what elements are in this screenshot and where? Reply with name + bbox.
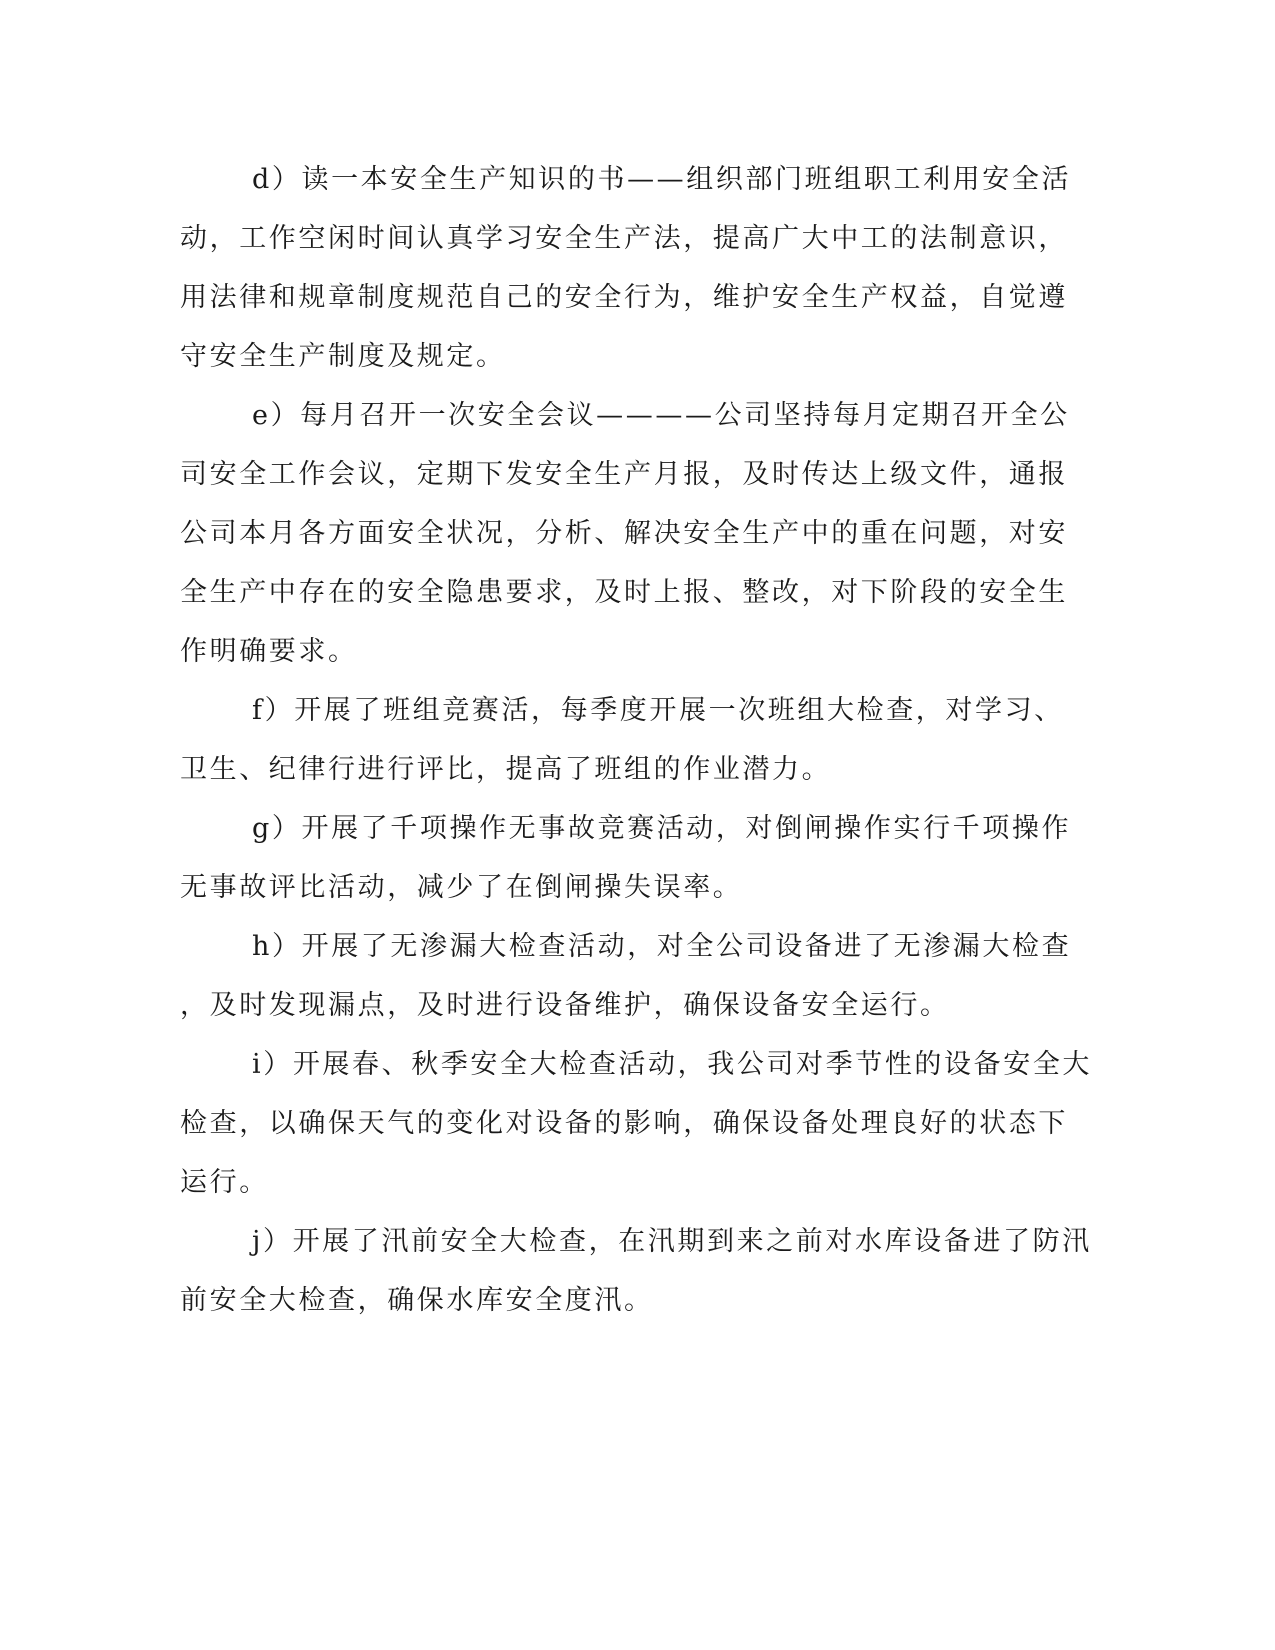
paragraph-e-line-5: 作明确要求。: [180, 636, 358, 667]
paragraph-i-line-1: i）开展春、秋季安全大检查活动，我公司对季节性的设备安全大: [252, 1049, 1093, 1080]
paragraph-i-line-2: 检查，以确保天气的变化对设备的影响，确保设备处理良好的状态下: [180, 1108, 1068, 1139]
paragraph-i-line-3: 运行。: [180, 1167, 269, 1198]
paragraph-j-line-1: j）开展了汛前安全大检查，在汛期到来之前对水库设备进了防汛: [252, 1226, 1092, 1257]
paragraph-d-line-1: d）读一本安全生产知识的书——组织部门班组职工利用安全活: [252, 164, 1072, 195]
paragraph-d-line-4: 守安全生产制度及规定。: [180, 341, 506, 372]
paragraph-j-line-2: 前安全大检查，确保水库安全度汛。: [180, 1285, 654, 1316]
paragraph-h-line-2: ，及时发现漏点，及时进行设备维护，确保设备安全运行。: [180, 990, 950, 1021]
paragraph-g-line-2: 无事故评比活动，减少了在倒闸操失误率。: [180, 872, 743, 903]
paragraph-g-line-1: g）开展了千项操作无事故竞赛活动，对倒闸操作实行千项操作: [252, 813, 1072, 844]
paragraph-f-line-1: f）开展了班组竞赛活，每季度开展一次班组大检查，对学习、: [252, 695, 1064, 726]
paragraph-e-line-3: 公司本月各方面安全状况，分析、解决安全生产中的重在问题，对安: [180, 518, 1068, 549]
paragraph-e-line-1: e）每月召开一次安全会议————公司坚持每月定期召开全公: [252, 400, 1070, 431]
paragraph-d-line-2: 动，工作空闲时间认真学习安全生产法，提高广大中工的法制意识，: [180, 223, 1068, 254]
paragraph-e-line-4: 全生产中存在的安全隐患要求，及时上报、整改，对下阶段的安全生: [180, 577, 1068, 608]
paragraph-e-line-2: 司安全工作会议，定期下发安全生产月报，及时传达上级文件，通报: [180, 459, 1068, 490]
paragraph-f-line-2: 卫生、纪律行进行评比，提高了班组的作业潜力。: [180, 754, 832, 785]
paragraph-d-line-3: 用法律和规章制度规范自己的安全行为，维护安全生产权益，自觉遵: [180, 282, 1068, 313]
paragraph-h-line-1: h）开展了无渗漏大检查活动，对全公司设备进了无渗漏大检查: [252, 931, 1072, 962]
